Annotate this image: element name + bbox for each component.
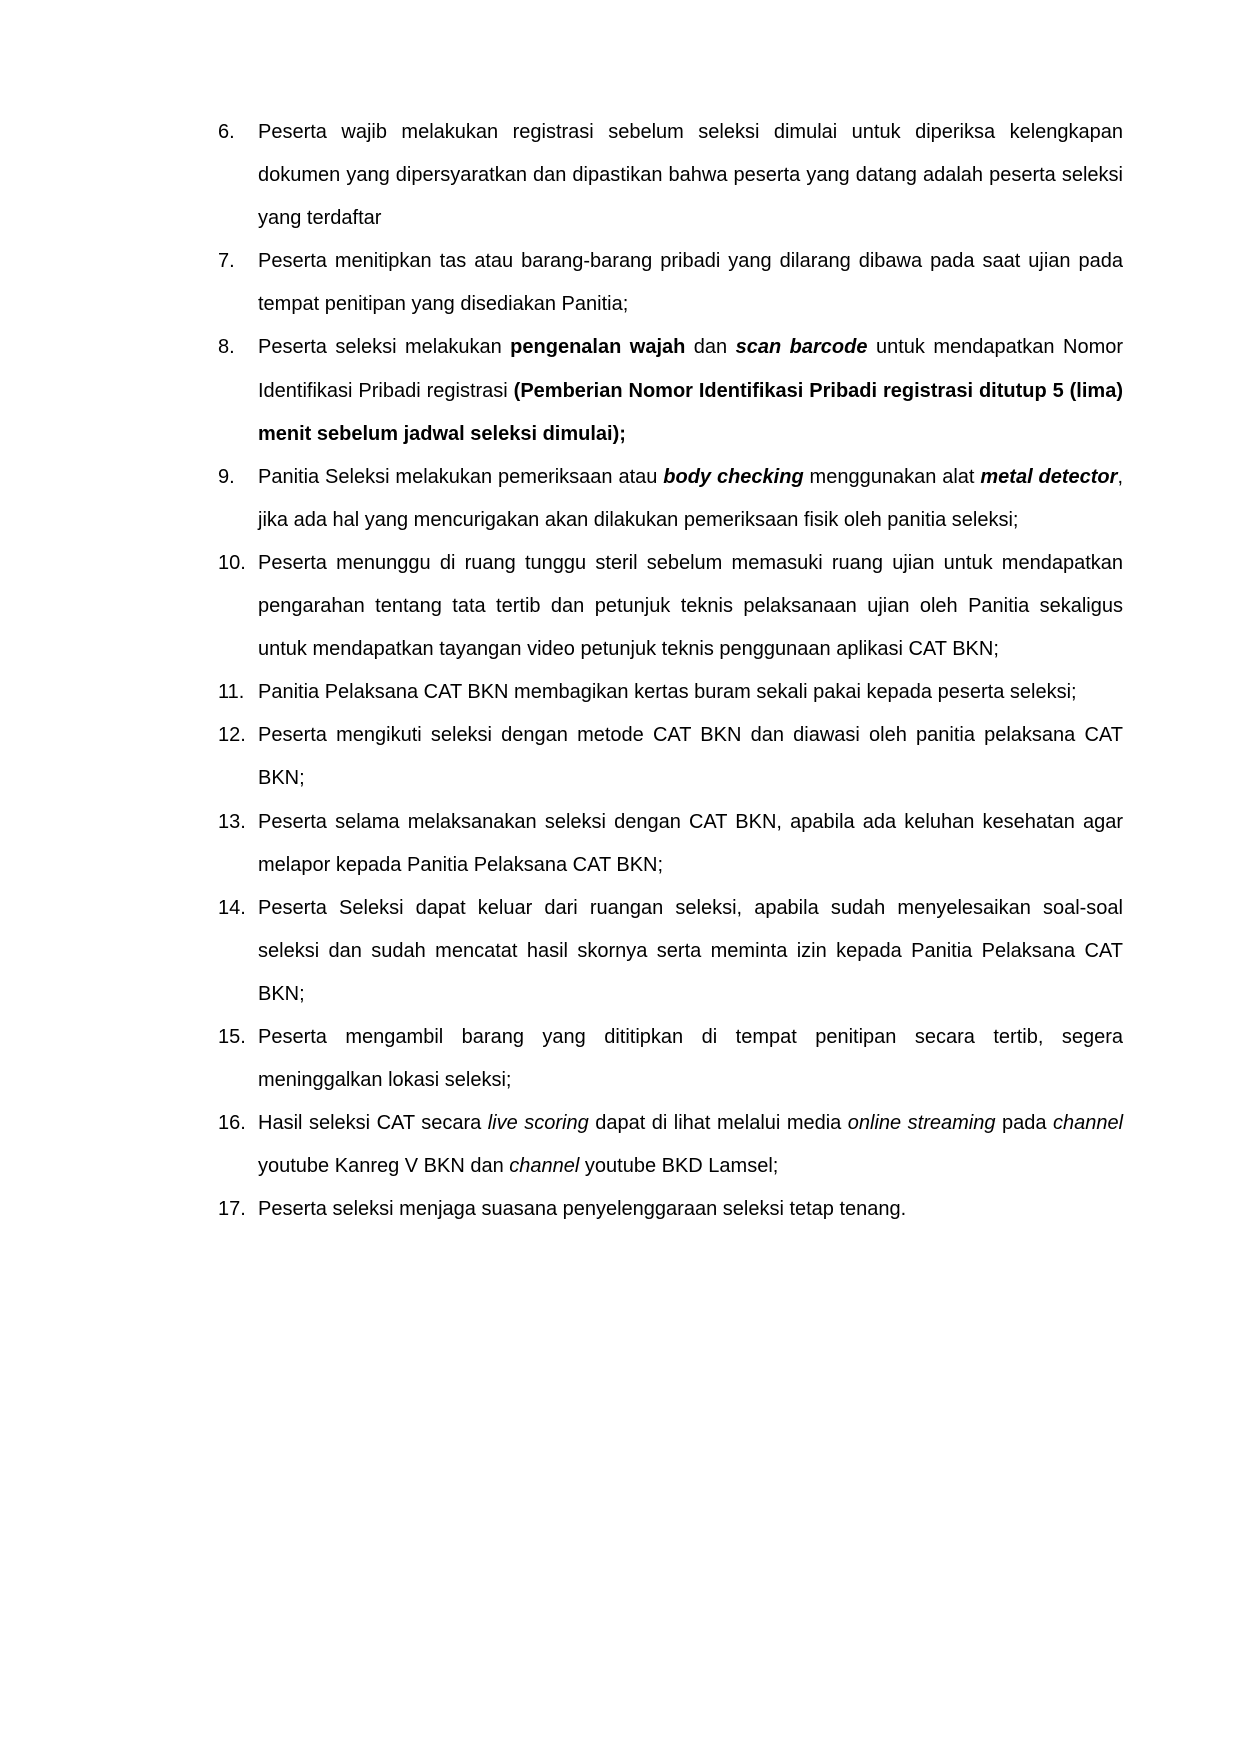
text-run: Panitia Pelaksana CAT BKN membagikan kertas buram sekali pakai kepada peserta seleksi; <box>258 681 1077 704</box>
list-item <box>218 456 1123 542</box>
list-item-text <box>258 887 1123 1016</box>
list-item <box>218 542 1123 671</box>
list-item-text <box>258 801 1123 887</box>
numbered-list <box>218 111 1123 1231</box>
text-run: Hasil seleksi CAT secara <box>258 1112 488 1135</box>
text-run: Peserta wajib melakukan registrasi sebelum seleksi dimulai untuk diperiksa kelengkapan dokumen yang dipersyaratkan dan dipastikan bahwa peserta yang datang adalah peserta seleksi yang terdaftar <box>258 121 1123 230</box>
text-run: online streaming <box>847 1112 996 1135</box>
text-run: channel <box>509 1155 580 1178</box>
text-run: untuk mendapatkan Nomor Identifikasi Pribadi registrasi <box>258 336 1124 402</box>
list-item <box>218 1102 1123 1188</box>
text-run: Peserta menitipkan tas atau barang-barang pribadi yang dilarang dibawa pada saat ujian pada tempat penitipan yang disediakan Panitia; <box>258 250 1123 316</box>
list-item-text <box>258 1016 1123 1102</box>
list-item <box>218 887 1123 1016</box>
list-item <box>218 240 1123 326</box>
list-item-number: 9. <box>218 465 235 488</box>
list-item <box>218 1188 1123 1231</box>
text-run: Peserta mengambil barang yang dititipkan di tempat penitipan secara tertib, segera meninggalkan lokasi seleksi; <box>258 1025 1123 1092</box>
list-item-text <box>258 456 1123 542</box>
text-run: youtube Kanreg V BKN dan <box>258 1155 510 1178</box>
list-item <box>218 714 1123 800</box>
list-item-number: 17. <box>218 1198 246 1221</box>
text-run: scan barcode <box>735 336 868 359</box>
list-item-text <box>258 111 1123 240</box>
list-item-text <box>258 326 1123 455</box>
list-item-text <box>258 240 1123 326</box>
text-run: Peserta mengikuti seleksi dengan metode CAT BKN dan diawasi oleh panitia pelaksana CAT BKN; <box>258 724 1123 790</box>
list-item <box>218 801 1123 887</box>
text-run: dan <box>685 336 736 359</box>
list-item <box>218 326 1123 455</box>
list-item-text <box>258 671 1123 714</box>
text-run: menggunakan alat <box>803 465 981 488</box>
list-item-text <box>258 542 1123 671</box>
text-run: youtube BKD Lamsel; <box>579 1155 779 1178</box>
list-item-number: 7. <box>218 250 235 273</box>
text-run: (Pemberian Nomor Identifikasi Pribadi registrasi ditutup 5 (lima) menit sebelum jadwal seleksi dimulai); <box>258 379 1123 445</box>
list-item-text <box>258 1188 1123 1231</box>
list-item-number: 14. <box>218 896 246 919</box>
text-run: Peserta selama melaksanakan seleksi dengan CAT BKN, apabila ada keluhan kesehatan agar melapor kepada Panitia Pelaksana CAT BKN; <box>258 810 1123 876</box>
text-run: channel <box>1052 1112 1124 1135</box>
text-run: Peserta seleksi menjaga suasana penyelenggaraan seleksi tetap tenang. <box>258 1198 907 1221</box>
text-run: body checking <box>663 465 804 488</box>
list-item-number: 10. <box>218 551 246 574</box>
text-run: live scoring <box>487 1112 589 1135</box>
text-run: Peserta menunggu di ruang tunggu steril sebelum memasuki ruang ujian untuk mendapatkan pengarahan tentang tata tertib dan petunjuk teknis pelaksanaan ujian oleh Panitia sekaligus untuk mendapatkan tayangan video petunjuk teknis penggunaan aplikasi CAT BKN; <box>258 551 1123 661</box>
list-item-text <box>258 714 1123 800</box>
list-item <box>218 671 1123 714</box>
text-run: metal detector <box>980 465 1118 488</box>
list-item <box>218 111 1123 240</box>
text-run: pengenalan wajah <box>510 336 686 359</box>
list-item-number: 16. <box>218 1112 246 1135</box>
text-run: , jika ada hal yang mencurigakan akan dilakukan pemeriksaan fisik oleh panitia seleksi; <box>258 465 1123 531</box>
text-run: Peserta Seleksi dapat keluar dari ruangan seleksi, apabila sudah menyelesaikan soal-soal seleksi dan sudah mencatat hasil skornya serta meminta izin kepada Panitia Pelaksana CAT BKN; <box>258 896 1123 1005</box>
list-item-number: 12. <box>218 724 246 747</box>
list-item-number: 8. <box>218 336 235 359</box>
list-item <box>218 1016 1123 1102</box>
list-item-text <box>258 1102 1123 1188</box>
list-item-number: 15. <box>218 1025 246 1048</box>
list-item-number: 6. <box>218 121 235 143</box>
list-item-number: 13. <box>218 810 246 833</box>
list-item-number: 11. <box>218 681 245 704</box>
text-run: dapat di lihat melalui media <box>588 1112 848 1135</box>
text-run: Panitia Seleksi melakukan pemeriksaan atau <box>258 465 664 488</box>
text-run: pada <box>995 1112 1053 1135</box>
text-run: Peserta seleksi melakukan <box>258 336 511 359</box>
